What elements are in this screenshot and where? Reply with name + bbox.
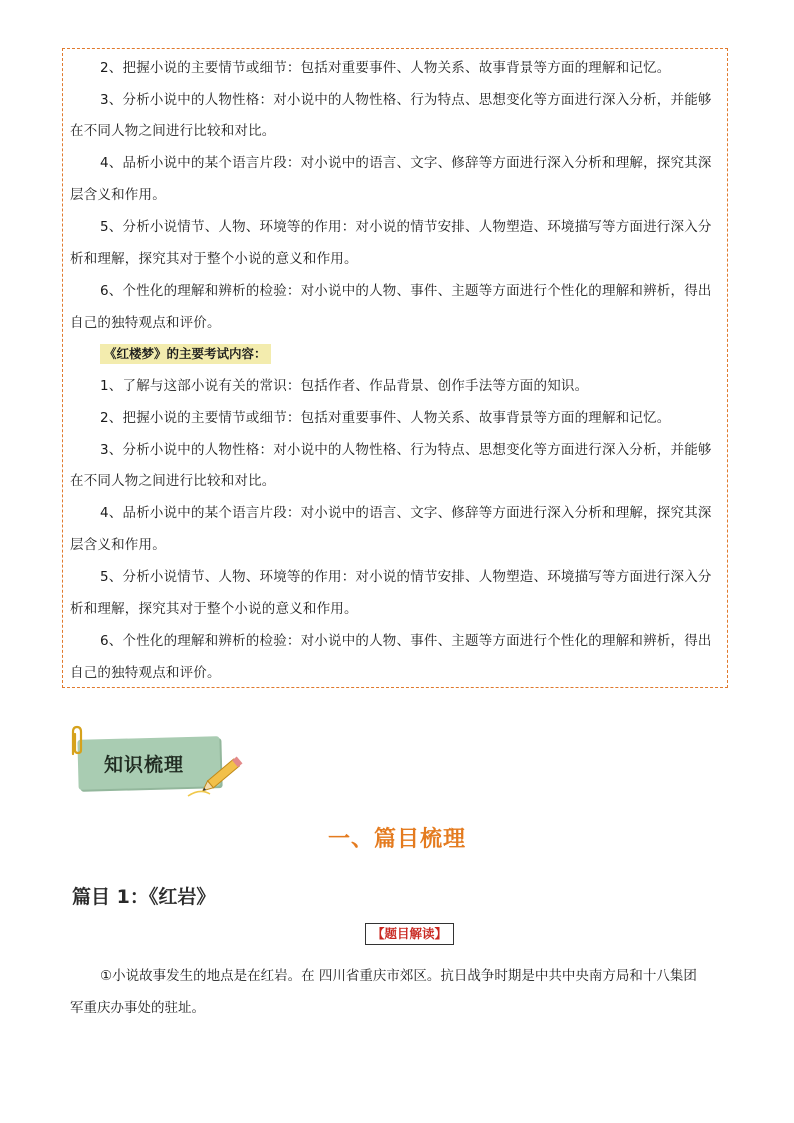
- box-line: 3、分析小说中的人物性格：对小说中的人物性格、行为特点、思想变化等方面进行深入分析，并能够: [100, 92, 712, 108]
- box-line: 2、把握小说的主要情节或细节：包括对重要事件、人物关系、故事背景等方面的理解和记忆。: [100, 410, 671, 426]
- box-line: 在不同人物之间进行比较和对比。: [70, 123, 276, 139]
- box-line: 5、分析小说情节、人物、环境等的作用：对小说的情节安排、人物塑造、环境描写等方面进行深入分: [100, 219, 712, 235]
- box-line: 3、分析小说中的人物性格：对小说中的人物性格、行为特点、思想变化等方面进行深入分析，并能够: [100, 442, 712, 458]
- pencil-icon: [180, 752, 260, 802]
- box-line: 2、把握小说的主要情节或细节：包括对重要事件、人物关系、故事背景等方面的理解和记忆。: [100, 60, 671, 76]
- box-line: 析和理解，探究其对于整个小说的意义和作用。: [70, 601, 358, 617]
- section-tag-label: 知识梳理: [104, 754, 185, 776]
- subheading-hongloumeng: 《红楼梦》的主要考试内容：: [100, 344, 271, 364]
- box-line: 层含义和作用。: [70, 187, 166, 203]
- box-line: 自己的独特观点和评价。: [70, 315, 221, 331]
- box-line: 在不同人物之间进行比较和对比。: [70, 473, 276, 489]
- box-line: 5、分析小说情节、人物、环境等的作用：对小说的情节安排、人物塑造、环境描写等方面进行深入分: [100, 569, 712, 585]
- paragraph-line: 军重庆办事处的驻址。: [70, 1000, 205, 1016]
- box-line: 6、个性化的理解和辨析的检验：对小说中的人物、事件、主题等方面进行个性化的理解和辨析，得出: [100, 633, 712, 649]
- box-line: 自己的独特观点和评价。: [70, 665, 221, 681]
- exam-content-box: [62, 48, 728, 688]
- topic-badge: 【题目解读】: [365, 923, 454, 945]
- box-line: 1、了解与这部小说有关的常识：包括作者、作品背景、创作手法等方面的知识。: [100, 378, 589, 394]
- box-line: 6、个性化的理解和辨析的检验：对小说中的人物、事件、主题等方面进行个性化的理解和辨析，得出: [100, 283, 712, 299]
- box-line: 4、品析小说中的某个语言片段：对小说中的语言、文字、修辞等方面进行深入分析和理解，探究其深: [100, 155, 712, 171]
- box-line: 层含义和作用。: [70, 537, 166, 553]
- box-line: 析和理解，探究其对于整个小说的意义和作用。: [70, 251, 358, 267]
- section-title: 一、篇目梳理: [327, 827, 466, 852]
- paperclip-icon: [66, 724, 88, 760]
- chapter-title: 篇目 1：《红岩》: [72, 886, 216, 908]
- box-line: 4、品析小说中的某个语言片段：对小说中的语言、文字、修辞等方面进行深入分析和理解，探究其深: [100, 505, 712, 521]
- paragraph-line: ①小说故事发生的地点是在红岩。在 四川省重庆市郊区。抗日战争时期是中共中央南方局和十八集团: [100, 968, 697, 984]
